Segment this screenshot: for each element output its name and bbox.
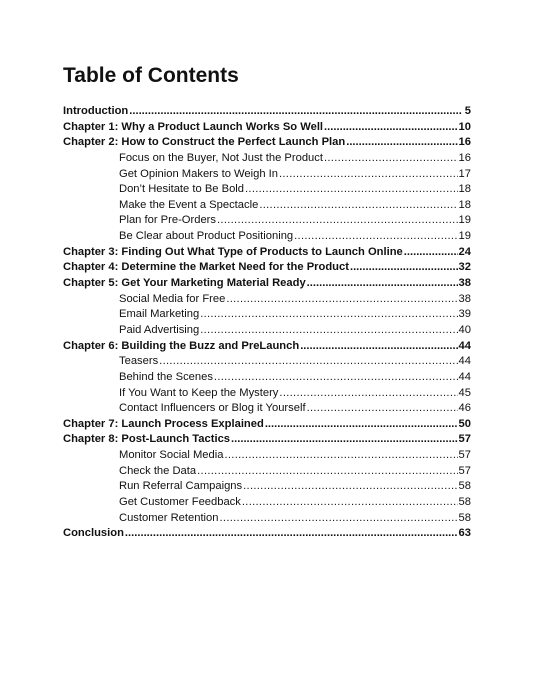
toc-page-number: 57 (458, 433, 471, 446)
toc-entry-label: Behind the Scenes (119, 370, 213, 383)
toc-section-entry[interactable] (63, 307, 471, 323)
toc-dot-leader (159, 354, 457, 370)
toc-entry-label: Chapter 2: How to Construct the Perfect Launch Plan (63, 136, 346, 149)
toc-chapter-entry[interactable] (63, 104, 471, 120)
toc-entry-label: Plan for Pre-Orders (119, 214, 216, 227)
toc-entry-label: Chapter 6: Building the Buzz and PreLaunch (63, 339, 300, 352)
toc-section-entry[interactable] (63, 448, 471, 464)
toc-dot-leader (265, 417, 458, 433)
toc-page-number: 46 (458, 402, 471, 415)
toc-page-number: 17 (458, 167, 471, 180)
toc-entry-label: Be Clear about Product Positioning (119, 230, 294, 243)
toc-section-entry[interactable] (63, 370, 471, 386)
toc-dot-leader (129, 104, 462, 120)
toc-section-entry[interactable] (63, 292, 471, 308)
toc-section-entry[interactable] (63, 182, 471, 198)
toc-chapter-entry[interactable] (63, 432, 471, 448)
toc-section-entry[interactable] (63, 511, 471, 527)
toc-page-number: 50 (458, 417, 471, 430)
toc-chapter-entry[interactable] (63, 417, 471, 433)
toc-chapter-entry[interactable] (63, 245, 471, 261)
toc-entry-label: Don’t Hesitate to Be Bold (119, 183, 244, 196)
toc-entry-label: Conclusion (63, 527, 124, 540)
toc-dot-leader (350, 260, 458, 276)
page-title: Table of Contents (63, 64, 239, 87)
toc-dot-leader (324, 120, 458, 136)
toc-section-entry[interactable] (63, 386, 471, 402)
toc-dot-leader (197, 464, 457, 480)
toc-dot-leader (346, 135, 457, 151)
toc-section-entry[interactable] (63, 354, 471, 370)
toc-chapter-entry[interactable] (63, 276, 471, 292)
toc-page-number: 57 (458, 464, 471, 477)
toc-page-number: 44 (458, 370, 471, 383)
toc-page-number: 58 (458, 511, 471, 524)
toc-section-entry[interactable] (63, 479, 471, 495)
toc-list (63, 104, 471, 542)
toc-dot-leader (217, 213, 458, 229)
toc-entry-label: Paid Advertising (119, 323, 200, 336)
toc-section-entry[interactable] (63, 464, 471, 480)
toc-page-number: 10 (458, 120, 471, 133)
toc-dot-leader (279, 167, 458, 183)
toc-entry-label: Check the Data (119, 464, 197, 477)
toc-page-number: 16 (458, 151, 471, 164)
toc-entry-label: Teasers (119, 355, 159, 368)
toc-chapter-entry[interactable] (63, 260, 471, 276)
toc-dot-leader (242, 495, 458, 511)
toc-chapter-entry[interactable] (63, 120, 471, 136)
toc-page-number: 45 (458, 386, 471, 399)
toc-section-entry[interactable] (63, 495, 471, 511)
toc-dot-leader (200, 307, 457, 323)
toc-page-number: 5 (464, 105, 471, 117)
toc-entry-label: Monitor Social Media (119, 449, 224, 462)
toc-dot-leader (214, 370, 458, 386)
toc-entry-label: Email Marketing (119, 308, 200, 321)
toc-section-entry[interactable] (63, 229, 471, 245)
toc-page-number: 19 (458, 214, 471, 227)
toc-page-number: 16 (458, 136, 471, 149)
toc-dot-leader (220, 511, 458, 527)
toc-entry-label: Chapter 8: Post-Launch Tactics (63, 433, 231, 446)
toc-entry-label: Focus on the Buyer, Not Just the Product (119, 151, 323, 164)
toc-entry-label: Social Media for Free (119, 292, 226, 305)
toc-section-entry[interactable] (63, 198, 471, 214)
toc-page-number: 58 (458, 480, 471, 493)
toc-page-number: 24 (458, 245, 471, 258)
toc-page-number: 19 (458, 230, 471, 243)
toc-entry-label: Contact Influencers or Blog it Yourself (119, 402, 306, 415)
toc-dot-leader (200, 323, 457, 339)
toc-entry-label: Customer Retention (119, 511, 219, 524)
toc-dot-leader (224, 448, 457, 464)
toc-page-number: 57 (458, 449, 471, 462)
toc-dot-leader (294, 229, 457, 245)
toc-section-entry[interactable] (63, 323, 471, 339)
toc-chapter-entry[interactable] (63, 526, 471, 542)
toc-page-number: 18 (458, 198, 471, 211)
toc-page-number: 38 (458, 277, 471, 290)
toc-page-number: 18 (458, 183, 471, 196)
toc-page-number: 58 (458, 496, 471, 509)
toc-entry-label: Chapter 4: Determine the Market Need for the Product (63, 261, 349, 274)
toc-entry-label: Chapter 3: Finding Out What Type of Products to Launch Online (63, 245, 403, 258)
toc-entry-label: Make the Event a Spectacle (119, 198, 259, 211)
toc-page-number: 44 (458, 339, 471, 352)
toc-page-number: 38 (458, 292, 471, 305)
toc-dot-leader (300, 339, 457, 355)
toc-chapter-entry[interactable] (63, 339, 471, 355)
toc-entry-label: Chapter 7: Launch Process Explained (63, 417, 264, 430)
toc-dot-leader (307, 401, 458, 417)
toc-page-number: 40 (458, 323, 471, 336)
toc-entry-label: Get Customer Feedback (119, 496, 241, 509)
toc-section-entry[interactable] (63, 151, 471, 167)
toc-page-number: 39 (458, 308, 471, 321)
toc-section-entry[interactable] (63, 401, 471, 417)
toc-section-entry[interactable] (63, 213, 471, 229)
toc-entry-label: Chapter 5: Get Your Marketing Material Ready (63, 277, 306, 290)
toc-chapter-entry[interactable] (63, 135, 471, 151)
toc-dot-leader (243, 479, 457, 495)
toc-section-entry[interactable] (63, 167, 471, 183)
toc-dot-leader (404, 245, 458, 261)
toc-entry-label: Chapter 1: Why a Product Launch Works So Well (63, 120, 324, 133)
toc-dot-leader (307, 276, 458, 292)
toc-dot-leader (231, 432, 458, 448)
toc-dot-leader (259, 198, 457, 214)
toc-page-number: 63 (458, 527, 471, 540)
toc-entry-label: Run Referral Campaigns (119, 480, 243, 493)
toc-page-number: 44 (458, 355, 471, 368)
toc-dot-leader (245, 182, 458, 198)
toc-dot-leader (324, 151, 458, 167)
toc-entry-label: Introduction (63, 105, 129, 117)
toc-dot-leader (226, 292, 457, 308)
toc-dot-leader (279, 386, 457, 402)
toc-entry-label: If You Want to Keep the Mystery (119, 386, 279, 399)
toc-dot-leader (125, 526, 458, 542)
toc-page-number: 32 (458, 261, 471, 274)
toc-entry-label: Get Opinion Makers to Weigh In (119, 167, 278, 180)
